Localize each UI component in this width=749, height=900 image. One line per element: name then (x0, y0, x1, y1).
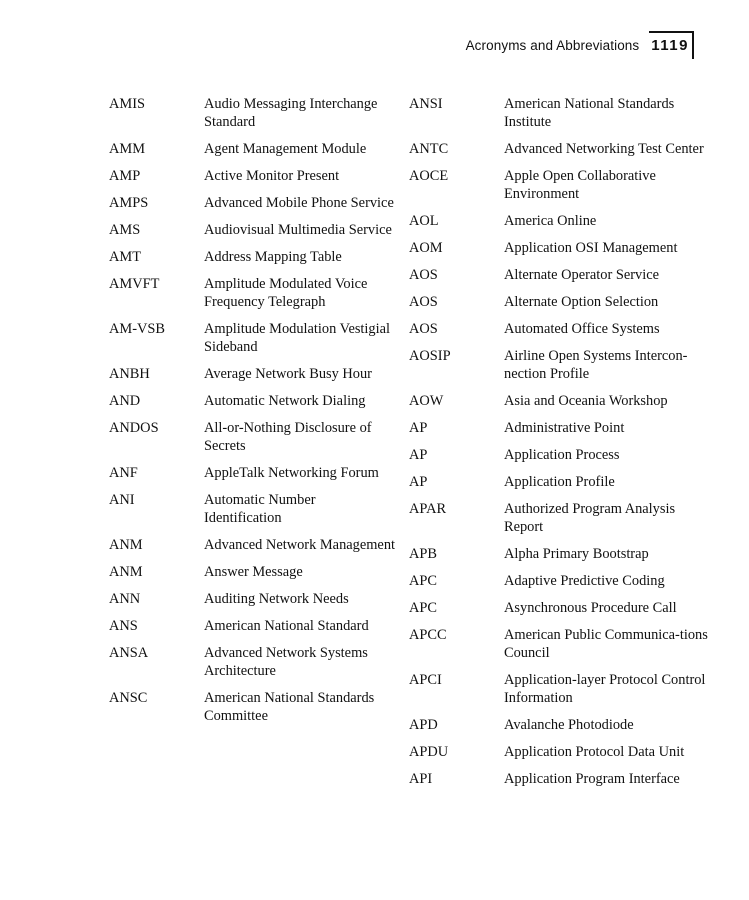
entry-acronym: ANM (109, 537, 143, 553)
entry-acronym: ANBH (109, 366, 150, 382)
entry-acronym: AOCE (409, 168, 449, 184)
glossary-entry (109, 563, 395, 581)
glossary-entry (109, 392, 395, 410)
glossary-entry (409, 446, 709, 464)
glossary-entry (409, 671, 709, 707)
entry-definition: Automatic Network Dialing (204, 393, 366, 409)
glossary-entry (109, 365, 395, 383)
entry-definition: Application Process (504, 447, 620, 463)
entry-definition: American Public Communica-tions Council (504, 627, 708, 661)
entry-acronym: ANSA (109, 645, 149, 661)
entry-acronym: ANTC (409, 141, 449, 157)
glossary-entry (409, 770, 709, 788)
entry-acronym: APB (409, 546, 437, 562)
glossary-entry (409, 599, 709, 617)
entry-definition: Alpha Primary Bootstrap (504, 546, 649, 562)
entry-acronym: ANM (109, 564, 143, 580)
entry-acronym: APCI (409, 672, 442, 688)
entry-acronym: AOS (409, 267, 438, 283)
entry-acronym: AP (409, 447, 428, 463)
glossary-entry (109, 95, 395, 131)
glossary-entry (409, 95, 709, 131)
glossary-entry (409, 212, 709, 230)
entry-definition: Audiovisual Multimedia Service (204, 222, 392, 238)
entry-acronym: AOS (409, 294, 438, 310)
entry-acronym: ANN (109, 591, 141, 607)
entry-acronym: API (409, 771, 433, 787)
entry-definition: AppleTalk Networking Forum (204, 465, 379, 481)
entry-acronym: APAR (409, 501, 447, 517)
entry-definition: America Online (504, 213, 597, 229)
entry-definition: Administrative Point (504, 420, 625, 436)
glossary-entry (109, 167, 395, 185)
entry-acronym: APD (409, 717, 438, 733)
glossary-column-right (409, 95, 709, 797)
entry-acronym: APCC (409, 627, 447, 643)
entry-definition: Amplitude Modulation Vestigial Sideband (204, 321, 391, 355)
glossary-entry (109, 320, 395, 356)
entry-acronym: AM-VSB (109, 321, 165, 337)
entry-definition: Asynchronous Procedure Call (504, 600, 677, 616)
entry-definition: Alternate Operator Service (504, 267, 660, 283)
entry-definition: Advanced Networking Test Center (504, 141, 704, 157)
entry-acronym: AND (109, 393, 141, 409)
entry-definition: Automatic Number Identification (204, 492, 316, 526)
entry-definition: Application Protocol Data Unit (504, 744, 685, 760)
entry-acronym: ANSI (409, 96, 443, 112)
glossary-entry (109, 221, 395, 239)
glossary-entry (409, 320, 709, 338)
glossary-column-left (109, 95, 395, 734)
glossary-entry (109, 536, 395, 554)
entry-acronym: AOW (409, 393, 444, 409)
glossary-entry (409, 626, 709, 662)
glossary-entry (109, 689, 395, 725)
entry-acronym: APC (409, 600, 437, 616)
glossary-entry (409, 239, 709, 257)
entry-definition: Asia and Oceania Workshop (504, 393, 668, 409)
entry-definition: Avalanche Photodiode (504, 717, 634, 733)
entry-definition: Application Program Interface (504, 771, 680, 787)
entry-definition: Adaptive Predictive Coding (504, 573, 665, 589)
entry-definition: Amplitude Modulated Voice Frequency Telegraph (204, 276, 368, 310)
entry-definition: Advanced Mobile Phone Service (204, 195, 394, 211)
entry-acronym: AMP (109, 168, 141, 184)
glossary-entry (409, 545, 709, 563)
entry-acronym: AMPS (109, 195, 149, 211)
entry-definition: Answer Message (204, 564, 303, 580)
entry-acronym: AP (409, 474, 428, 490)
glossary-entry (409, 140, 709, 158)
entry-acronym: APC (409, 573, 437, 589)
glossary-entry (109, 419, 395, 455)
entry-definition: American National Standard (204, 618, 369, 634)
glossary-entry (409, 293, 709, 311)
entry-definition: Application-layer Protocol Control Information (504, 672, 706, 706)
running-header (466, 27, 694, 55)
page-number: 1119 (649, 31, 694, 59)
glossary-entry (109, 590, 395, 608)
entry-acronym: AP (409, 420, 428, 436)
entry-acronym: AOL (409, 213, 439, 229)
entry-definition: Airline Open Systems Intercon-nection Profile (504, 348, 688, 382)
glossary-entry (109, 275, 395, 311)
entry-acronym: ANF (109, 465, 138, 481)
glossary-entry (409, 743, 709, 761)
entry-definition: Alternate Option Selection (504, 294, 659, 310)
glossary-entry (109, 194, 395, 212)
glossary-entry (409, 500, 709, 536)
entry-acronym: AMT (109, 249, 141, 265)
glossary-entry (109, 140, 395, 158)
entry-definition: All-or-Nothing Disclosure of Secrets (204, 420, 372, 454)
entry-definition: Authorized Program Analysis Report (504, 501, 676, 535)
entry-definition: Agent Management Module (204, 141, 367, 157)
entry-definition: Advanced Network Systems Architecture (204, 645, 368, 679)
entry-acronym: AMS (109, 222, 141, 238)
glossary-entry (409, 347, 709, 383)
entry-definition: Address Mapping Table (204, 249, 342, 265)
glossary-entry (409, 266, 709, 284)
entry-acronym: ANSC (109, 690, 148, 706)
entry-definition: American National Standards Institute (504, 96, 675, 130)
entry-definition: Application Profile (504, 474, 615, 490)
entry-acronym: ANI (109, 492, 135, 508)
entry-definition: Auditing Network Needs (204, 591, 349, 607)
entry-acronym: ANDOS (109, 420, 159, 436)
entry-acronym: AMVFT (109, 276, 160, 292)
entry-acronym: ANS (109, 618, 138, 634)
entry-definition: American National Standards Committee (204, 690, 375, 724)
glossary-entry (109, 491, 395, 527)
entry-definition: Audio Messaging Interchange Standard (204, 96, 378, 130)
entry-definition: Application OSI Management (504, 240, 678, 256)
glossary-entry (409, 473, 709, 491)
glossary-entry (109, 464, 395, 482)
glossary-entry (109, 617, 395, 635)
glossary-entry (409, 572, 709, 590)
glossary-entry (109, 248, 395, 266)
glossary-entry (109, 644, 395, 680)
entry-acronym: AMIS (109, 96, 145, 112)
glossary-entry (409, 392, 709, 410)
entry-acronym: APDU (409, 744, 449, 760)
entry-definition: Automated Office Systems (504, 321, 660, 337)
entry-acronym: AOS (409, 321, 438, 337)
glossary-entry (409, 167, 709, 203)
entry-acronym: AOM (409, 240, 443, 256)
glossary-entry (409, 716, 709, 734)
entry-definition: Average Network Busy Hour (204, 366, 372, 382)
glossary-entry (409, 419, 709, 437)
entry-acronym: AOSIP (409, 348, 451, 364)
entry-acronym: AMM (109, 141, 145, 157)
entry-definition: Apple Open Collaborative Environment (504, 168, 656, 202)
entry-definition: Active Monitor Present (204, 168, 340, 184)
running-header-title: Acronyms and Abbreviations (465, 38, 640, 53)
entry-definition: Advanced Network Management (204, 537, 396, 553)
